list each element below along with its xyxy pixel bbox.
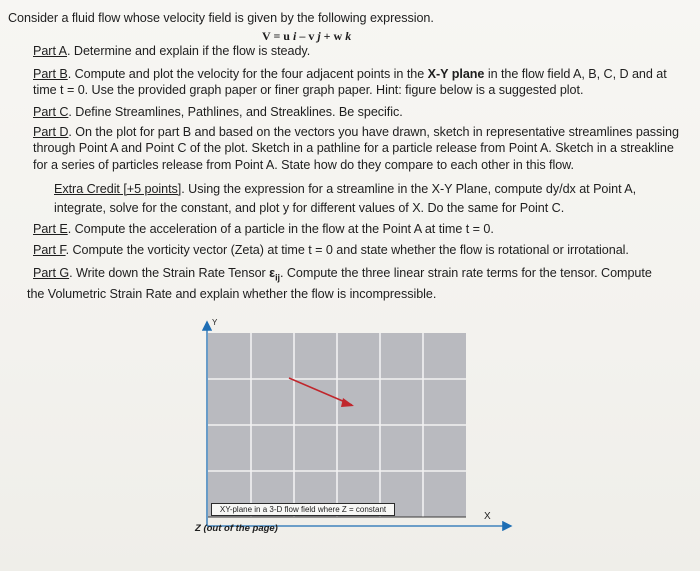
extra-credit-label: Extra Credit [+5 points] [54, 182, 182, 196]
part-d-line3: for a series of particles release from Point A. State how do they compare to each other in this flow. [33, 158, 574, 172]
part-d-text: . On the plot for part B and based on the vectors you have drawn, sketch in representative streamlines passing [68, 125, 679, 139]
eq-i: i [292, 29, 297, 43]
strain-subscript: ij [275, 272, 280, 283]
part-b-line2: time t = 0. Use the provided graph paper or finer graph paper. Hint: figure below is a suggested plot. [33, 83, 584, 97]
part-b-label: Part B [33, 67, 68, 81]
figure-caption: XY-plane in a 3-D flow field where Z = constant [211, 503, 395, 516]
strain-epsilon: ε [269, 266, 276, 280]
eq-k: k [345, 29, 352, 43]
eq-j: j [317, 29, 321, 43]
intro-text: Consider a fluid flow whose velocity field is given by the following expression. [8, 11, 434, 25]
part-b-plane: X-Y plane [427, 67, 485, 81]
eq-w: w [333, 29, 343, 43]
eq-u: u [283, 29, 290, 43]
part-f-label: Part F [33, 243, 66, 257]
part-a-label: Part A [33, 44, 68, 58]
eq-v: V [262, 29, 271, 43]
extra-credit-text: . Using the expression for a streamline in the X-Y Plane, compute dy/dx at Point A, [181, 182, 637, 196]
x-axis-label: X [484, 511, 491, 522]
part-c-text: . Define Streamlines, Pathlines, and Streaklines. Be specific. [68, 105, 403, 119]
eq-minus: – [296, 29, 309, 43]
part-g-line2: the Volumetric Strain Rate and explain whether the flow is incompressible. [27, 287, 437, 301]
eq-equals: = [270, 29, 284, 43]
part-b-text2: in the flow field A, B, C, D and at [484, 67, 667, 81]
y-axis-label: Y [212, 318, 218, 327]
eq-vv: v [308, 29, 315, 43]
part-g-text1: . Write down the Strain Rate Tensor [69, 266, 270, 280]
part-b-text1: . Compute and plot the velocity for the four adjacent points in the [67, 67, 428, 81]
part-d-label: Part D [33, 125, 69, 139]
part-a-text: . Determine and explain if the flow is steady. [67, 44, 311, 58]
part-d-line2: through Point A and Point C of the plot. Sketch in a pathline for a particle release from Point A. Sketch in a streakline [33, 141, 674, 155]
extra-credit-line2: integrate, solve for the constant, and plot y for different values of X. Do the same for Point C. [54, 201, 565, 215]
part-f-text: . Compute the vorticity vector (Zeta) at time t = 0 and state whether the flow is rotational or irrotational. [65, 243, 629, 257]
part-e-text: . Compute the acceleration of a particle in the flow at the Point A at time t = 0. [67, 222, 494, 236]
part-e-label: Part E [33, 222, 68, 236]
part-g-label: Part G [33, 266, 70, 280]
part-g-text2: . Compute the three linear strain rate terms for the tensor. Compute [279, 266, 652, 280]
z-axis-label: Z (out of the page) [195, 523, 278, 534]
eq-plus: + [320, 29, 334, 43]
part-c-label: Part C [33, 105, 69, 119]
